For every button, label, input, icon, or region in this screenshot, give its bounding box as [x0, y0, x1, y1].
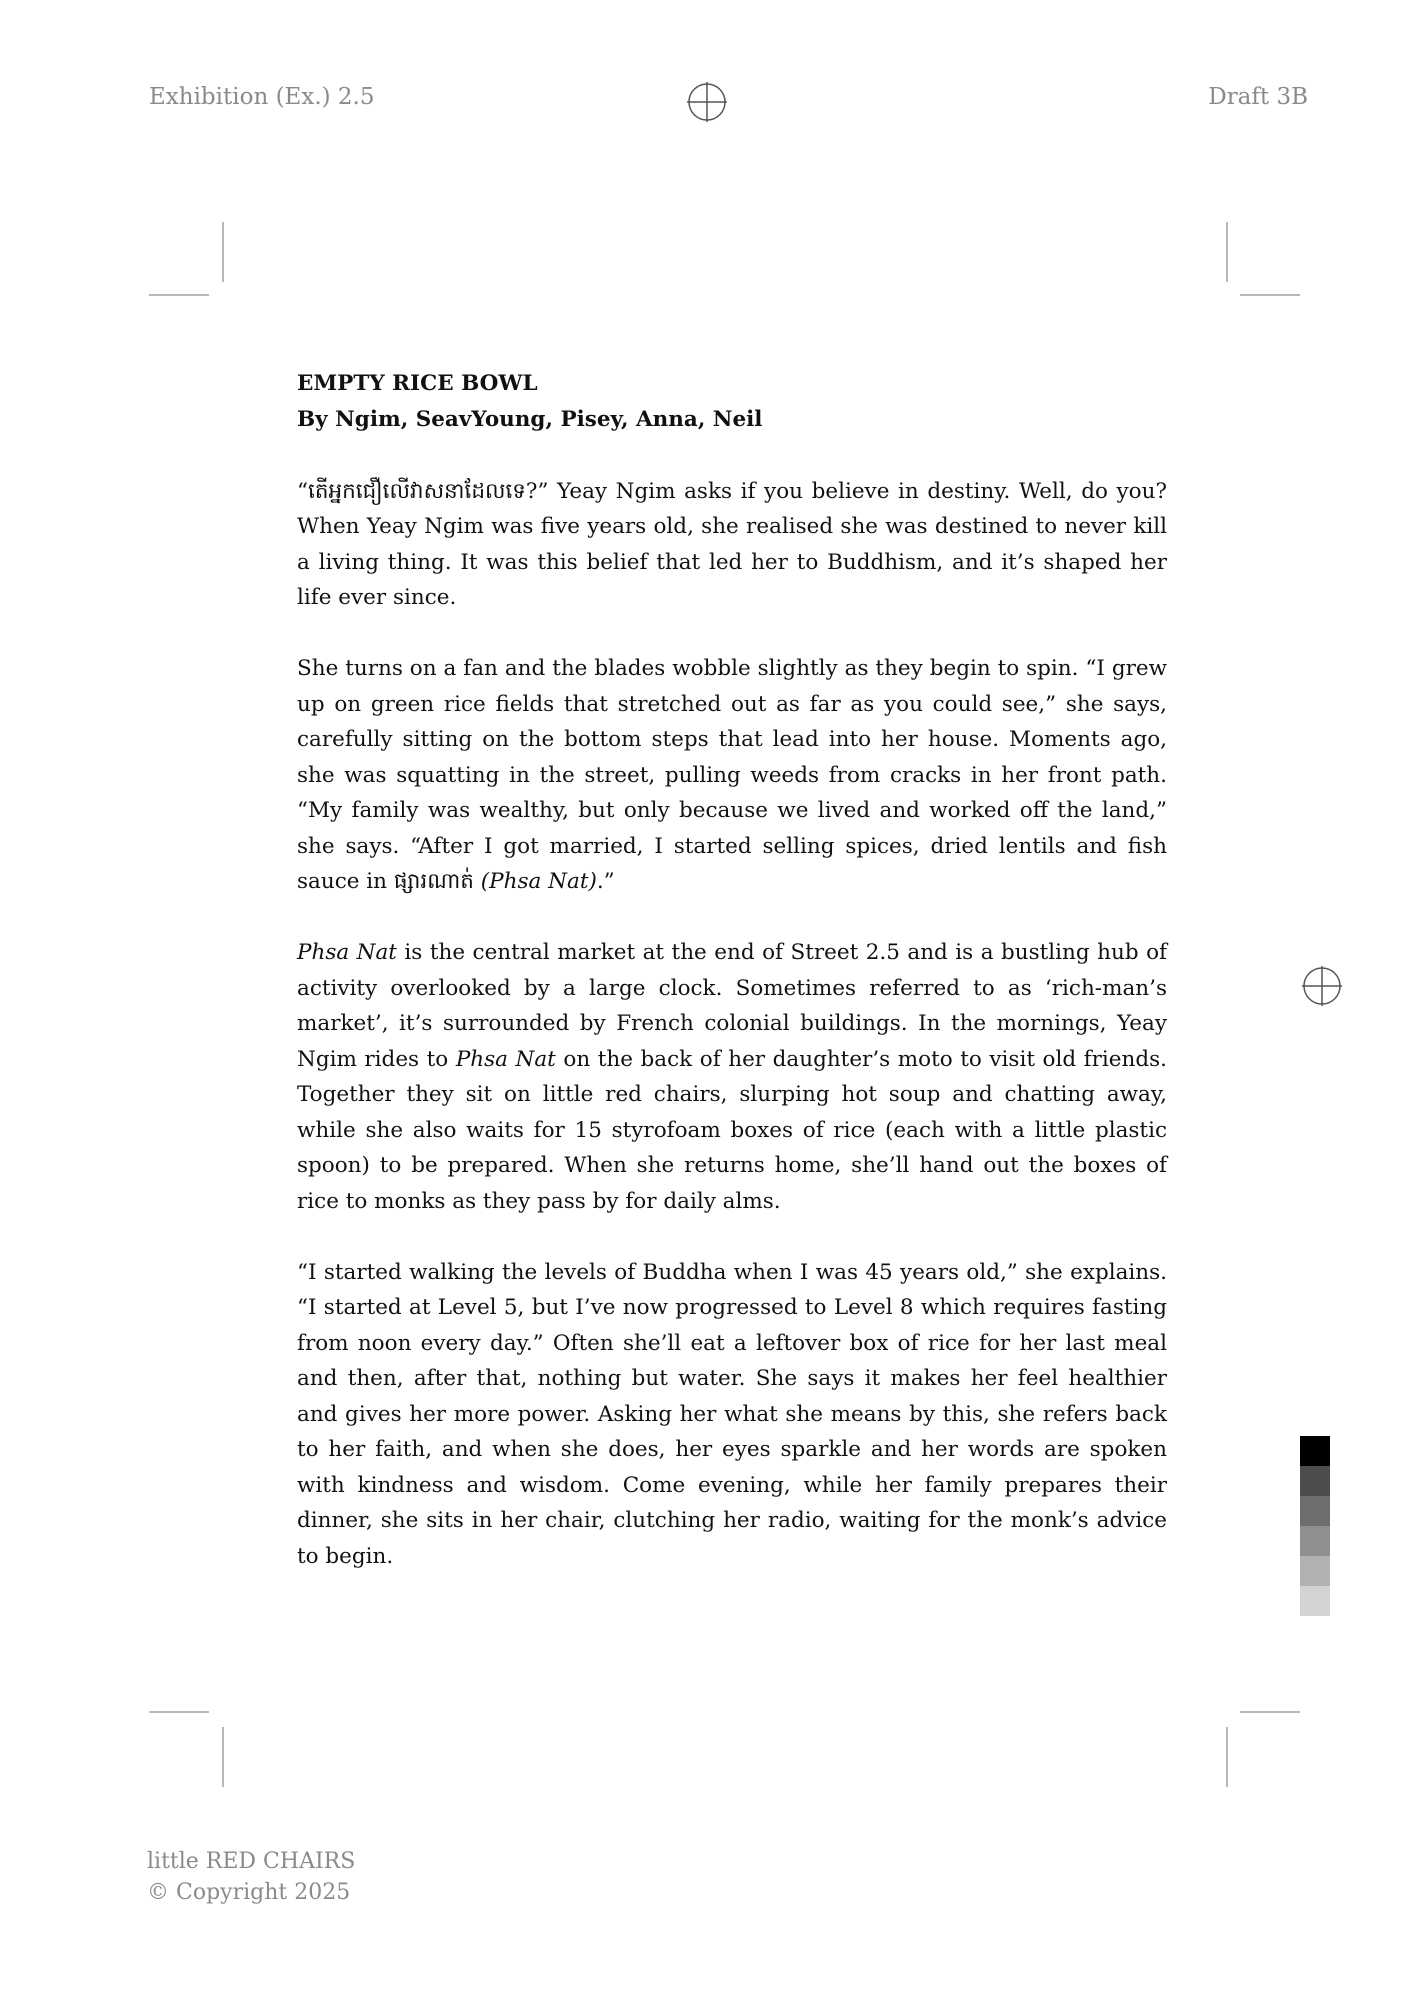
article-body — [297, 474, 1167, 1575]
article-paragraph — [297, 1255, 1167, 1575]
grayscale-swatch — [1300, 1556, 1330, 1586]
crop-mark-bottom-right-vertical — [1226, 1727, 1228, 1787]
article-paragraph — [297, 651, 1167, 900]
grayscale-swatch — [1300, 1466, 1330, 1496]
crop-mark-top-right-vertical — [1226, 222, 1228, 282]
crop-mark-top-right-horizontal — [1240, 294, 1300, 296]
grayscale-swatch-strip — [1300, 1436, 1330, 1616]
italic-text: Phsa Nat — [455, 1046, 556, 1072]
grayscale-swatch — [1300, 1586, 1330, 1616]
italic-text: (Phsa Nat) — [480, 869, 597, 894]
article-paragraph — [297, 474, 1167, 616]
article-paragraph — [297, 935, 1167, 1219]
registration-mark-top-icon — [687, 82, 727, 122]
paragraph-text: .” — [596, 869, 615, 894]
paragraph-text: on the back of her daughter’s moto to visit old friends. Together they sit on little red chairs, slurping hot soup and chatting away, while she also waits for 15 styrofoam boxes of rice (each with a little plastic spoon) to be prepared. When she returns home, she’ll hand out the boxes of rice to monks as they pass by for daily alms. — [297, 1046, 1167, 1214]
grayscale-swatch — [1300, 1526, 1330, 1556]
header-draft-label: Draft 3B — [1208, 84, 1308, 110]
article — [297, 366, 1167, 1574]
paragraph-text: is the central market at the end of Street 2.5 and is a bustling hub of activity overlooked by a large clock. Sometimes referred to as ‘rich-man’s market’, it’s surrounded by French colonial buildings. In the mornings, Yeay Ngim rides to — [297, 940, 1167, 1072]
title-spacer — [297, 438, 1167, 474]
crop-mark-bottom-right-horizontal — [1240, 1711, 1300, 1713]
crop-mark-top-left-horizontal — [149, 294, 209, 296]
footer-brand: little RED CHAIRS — [147, 1849, 356, 1874]
footer-copyright: © Copyright 2025 — [147, 1880, 351, 1905]
paragraph-text: She turns on a fan and the blades wobble slightly as they begin to spin. “I grew up on green rice fields that stretched out as far as you could see,” she says, carefully sitting on the bottom steps that lead into her house. Moments ago, she was squatting in the street, pulling weeds from cracks in her front path. “My family was wealthy, but only because we lived and worked off the land,” she says. “After I got married, I started selling spices, dried lentils and fish sauce in ផ្សារណាត់ — [297, 656, 1167, 894]
footer — [147, 1846, 355, 1908]
article-byline: By Ngim, SeavYoung, Pisey, Anna, Neil — [297, 407, 763, 432]
crop-mark-bottom-left-vertical — [222, 1727, 224, 1787]
italic-text: Phsa Nat — [297, 940, 397, 965]
crop-mark-bottom-left-horizontal — [149, 1711, 209, 1713]
grayscale-swatch — [1300, 1496, 1330, 1526]
article-title: EMPTY RICE BOWL — [297, 371, 538, 396]
paragraph-text: “តើអ្នកជឿលើវាសនាដែលទេ?” Yeay Ngim asks if you believe in destiny. Well, do you? When Yeay Ngim was five years old, she realised she was destined to never kill a living thing. It was this belief that led her to Buddhism, and it’s shaped her life ever since. — [297, 478, 1167, 610]
crop-mark-top-left-vertical — [222, 222, 224, 282]
registration-mark-right-icon — [1302, 966, 1342, 1006]
grayscale-swatch — [1300, 1436, 1330, 1466]
header-exhibition-label: Exhibition (Ex.) 2.5 — [149, 84, 375, 110]
paragraph-text: “I started walking the levels of Buddha when I was 45 years old,” she explains. “I started at Level 5, but I’ve now progressed to Level 8 which requires fasting from noon every day.” Often she’ll eat a leftover box of rice for her last meal and then, after that, nothing but water. She says it makes her feel healthier and gives her more power. Asking her what she means by this, she refers back to her faith, and when she does, her eyes sparkle and her words are spoken with kindness and wisdom. Come evening, while her family prepares their dinner, she sits in her chair, clutching her radio, waiting for the monk’s advice to begin. — [297, 1259, 1167, 1569]
